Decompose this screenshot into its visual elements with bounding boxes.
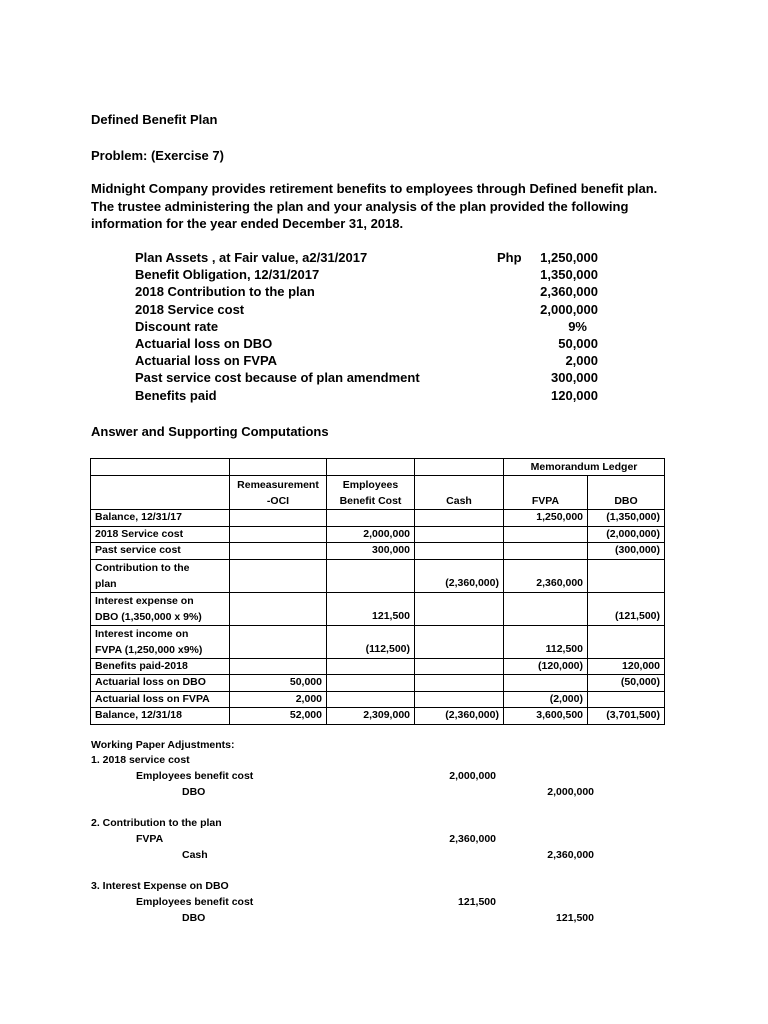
column-header-line: Remeasurement bbox=[237, 478, 319, 491]
cell-fvpa: 112,500 bbox=[504, 625, 588, 658]
info-value: 300,000 bbox=[551, 370, 598, 386]
cell-benefit-cost: 121,500 bbox=[327, 592, 415, 625]
cell-benefit-cost bbox=[327, 691, 415, 708]
cell-oci bbox=[230, 510, 327, 527]
cell-fvpa bbox=[504, 543, 588, 560]
info-label: Plan Assets , at Fair value, a2/31/2017 bbox=[135, 250, 368, 265]
cell-benefit-cost bbox=[327, 658, 415, 675]
debit-amount: 121,500 bbox=[458, 896, 496, 909]
row-label-line: plan bbox=[95, 577, 117, 590]
info-value: 120,000 bbox=[551, 387, 598, 403]
column-header-benefit-cost bbox=[327, 476, 415, 510]
cell-cash bbox=[415, 658, 504, 675]
cell-dbo: (121,500) bbox=[588, 592, 665, 625]
cell-fvpa: 1,250,000 bbox=[504, 510, 588, 527]
info-label: Benefit Obligation, 12/31/2017 bbox=[135, 267, 320, 283]
info-value: 2,000 bbox=[565, 353, 598, 369]
spacer bbox=[91, 864, 651, 880]
credit-amount: 2,000,000 bbox=[547, 785, 594, 798]
row-label: 2018 Service cost bbox=[91, 526, 230, 543]
cell-benefit-cost bbox=[327, 559, 415, 592]
table-row bbox=[91, 543, 665, 560]
cell-cash: (2,360,000) bbox=[415, 559, 504, 592]
table-cell bbox=[91, 476, 230, 510]
cell-cash bbox=[415, 543, 504, 560]
info-label: Benefits paid bbox=[135, 387, 217, 403]
currency-label: Php bbox=[497, 250, 522, 265]
working-paper-title: Working Paper Adjustments: bbox=[91, 739, 235, 751]
cell-benefit-cost: 2,000,000 bbox=[327, 526, 415, 543]
cell-fvpa bbox=[504, 592, 588, 625]
cell-cash bbox=[415, 675, 504, 692]
credit-line bbox=[91, 785, 651, 801]
debit-line bbox=[91, 832, 651, 848]
cell-dbo: (2,000,000) bbox=[588, 526, 665, 543]
info-row bbox=[135, 335, 615, 352]
credit-line bbox=[91, 911, 651, 927]
cell-oci: 52,000 bbox=[230, 708, 327, 725]
row-label-line: Contribution to the bbox=[95, 561, 190, 574]
cell-benefit-cost bbox=[327, 675, 415, 692]
column-header-line: -OCI bbox=[266, 494, 290, 507]
row-label-line: FVPA (1,250,000 x9%) bbox=[95, 643, 203, 656]
row-label: Past service cost bbox=[91, 543, 230, 560]
table-cell bbox=[91, 459, 230, 476]
row-label-line: Interest income on bbox=[95, 627, 189, 640]
info-row bbox=[135, 387, 615, 404]
info-value: 50,000 bbox=[558, 335, 598, 351]
info-label: 2018 Contribution to the plan bbox=[135, 284, 315, 300]
document-title: Defined Benefit Plan bbox=[91, 112, 218, 127]
info-row bbox=[135, 301, 615, 318]
table-row bbox=[91, 510, 665, 527]
row-label: Balance, 12/31/18 bbox=[91, 708, 230, 725]
cell-dbo: 120,000 bbox=[588, 658, 665, 675]
cell-cash bbox=[415, 625, 504, 658]
table-cell bbox=[230, 459, 327, 476]
cell-dbo bbox=[588, 691, 665, 708]
debit-amount: 2,360,000 bbox=[449, 832, 496, 845]
row-label bbox=[91, 625, 230, 658]
row-label: Actuarial loss on DBO bbox=[91, 675, 230, 692]
info-value: 2,000,000 bbox=[540, 301, 598, 317]
credit-account: Cash bbox=[182, 848, 208, 861]
entry-heading-line bbox=[91, 753, 651, 769]
table-row bbox=[91, 658, 665, 675]
info-row bbox=[135, 283, 615, 300]
credit-account: DBO bbox=[182, 785, 206, 798]
info-label: Actuarial loss on FVPA bbox=[135, 353, 278, 369]
info-row bbox=[135, 352, 615, 369]
table-row bbox=[91, 592, 665, 625]
cell-benefit-cost: 2,309,000 bbox=[327, 708, 415, 725]
info-label: 2018 Service cost bbox=[135, 301, 245, 317]
cell-oci: 50,000 bbox=[230, 675, 327, 692]
cell-cash bbox=[415, 592, 504, 625]
row-label: Benefits paid-2018 bbox=[91, 658, 230, 675]
cell-oci bbox=[230, 526, 327, 543]
entry-heading-line bbox=[91, 816, 651, 832]
entry-heading-line bbox=[91, 879, 651, 895]
table-row bbox=[91, 559, 665, 592]
cell-fvpa: (2,000) bbox=[504, 691, 588, 708]
table-row bbox=[91, 625, 665, 658]
cell-benefit-cost: (112,500) bbox=[327, 625, 415, 658]
cell-oci bbox=[230, 559, 327, 592]
column-header-line: Benefit Cost bbox=[339, 494, 402, 507]
info-label: Past service cost because of plan amendment bbox=[135, 370, 420, 386]
cell-dbo bbox=[588, 559, 665, 592]
cell-oci bbox=[230, 625, 327, 658]
debit-line bbox=[91, 895, 651, 911]
answer-heading: Answer and Supporting Computations bbox=[91, 424, 329, 439]
cell-dbo: (300,000) bbox=[588, 543, 665, 560]
debit-account: FVPA bbox=[136, 832, 164, 845]
info-label: Actuarial loss on DBO bbox=[135, 335, 273, 351]
credit-account: DBO bbox=[182, 911, 206, 924]
cell-cash: (2,360,000) bbox=[415, 708, 504, 725]
cell-oci bbox=[230, 658, 327, 675]
debit-account: Employees benefit cost bbox=[136, 769, 254, 782]
table-row bbox=[91, 691, 665, 708]
column-header-fvpa: FVPA bbox=[504, 476, 588, 510]
entry-heading: 1. 2018 service cost bbox=[91, 754, 190, 766]
row-label: Actuarial loss on FVPA bbox=[91, 691, 230, 708]
credit-line bbox=[91, 848, 651, 864]
cell-oci bbox=[230, 592, 327, 625]
info-value: 1,350,000 bbox=[540, 267, 598, 283]
info-value: 2,360,000 bbox=[540, 284, 598, 300]
cell-fvpa: 2,360,000 bbox=[504, 559, 588, 592]
table-header-row bbox=[91, 476, 665, 510]
memorandum-ledger-header: Memorandum Ledger bbox=[504, 459, 665, 476]
row-label: Balance, 12/31/17 bbox=[91, 510, 230, 527]
working-paper-adjustments bbox=[91, 737, 651, 927]
ledger-table bbox=[90, 458, 665, 725]
cell-benefit-cost: 300,000 bbox=[327, 543, 415, 560]
debit-amount: 2,000,000 bbox=[449, 769, 496, 782]
info-row bbox=[135, 369, 615, 386]
table-row bbox=[91, 675, 665, 692]
entry-heading: 2. Contribution to the plan bbox=[91, 817, 222, 830]
cell-benefit-cost bbox=[327, 510, 415, 527]
row-label bbox=[91, 592, 230, 625]
cell-cash bbox=[415, 526, 504, 543]
cell-cash bbox=[415, 510, 504, 527]
cell-fvpa bbox=[504, 675, 588, 692]
cell-dbo bbox=[588, 625, 665, 658]
cell-dbo: (50,000) bbox=[588, 675, 665, 692]
cell-dbo: (1,350,000) bbox=[588, 510, 665, 527]
cell-oci bbox=[230, 543, 327, 560]
row-label-line: Interest expense on bbox=[95, 594, 194, 607]
debit-account: Employees benefit cost bbox=[136, 896, 254, 909]
problem-heading: Problem: (Exercise 7) bbox=[91, 148, 224, 163]
debit-line bbox=[91, 769, 651, 785]
table-cell bbox=[415, 459, 504, 476]
info-value: 1,250,000 bbox=[540, 250, 598, 265]
table-row-total bbox=[91, 708, 665, 725]
cell-fvpa: (120,000) bbox=[504, 658, 588, 675]
credit-amount: 2,360,000 bbox=[547, 848, 594, 861]
spacer bbox=[91, 800, 651, 816]
cell-fvpa: 3,600,500 bbox=[504, 708, 588, 725]
column-header-line: Employees bbox=[342, 478, 399, 491]
info-value: 9% bbox=[568, 318, 587, 334]
given-information-list bbox=[135, 249, 615, 404]
cell-cash bbox=[415, 691, 504, 708]
entry-heading: 3. Interest Expense on DBO bbox=[91, 880, 229, 893]
table-row bbox=[91, 526, 665, 543]
table-header-row bbox=[91, 459, 665, 476]
info-row bbox=[135, 249, 615, 266]
column-header-remeasurement bbox=[230, 476, 327, 510]
cell-dbo: (3,701,500) bbox=[588, 708, 665, 725]
row-label bbox=[91, 559, 230, 592]
info-row bbox=[135, 266, 615, 283]
row-label-line: DBO (1,350,000 x 9%) bbox=[95, 610, 202, 623]
cell-oci: 2,000 bbox=[230, 691, 327, 708]
info-row bbox=[135, 318, 615, 335]
table-cell bbox=[327, 459, 415, 476]
column-header-cash: Cash bbox=[415, 476, 504, 510]
credit-amount: 121,500 bbox=[556, 911, 594, 924]
cell-fvpa bbox=[504, 526, 588, 543]
column-header-dbo: DBO bbox=[588, 476, 665, 510]
info-label: Discount rate bbox=[135, 318, 219, 334]
intro-paragraph: Midnight Company provides retirement benefits to employees through Defined benefit plan. The trustee administering the plan and your analysis of the plan provided the following information for the year ended December 31, 2018. bbox=[91, 181, 658, 231]
